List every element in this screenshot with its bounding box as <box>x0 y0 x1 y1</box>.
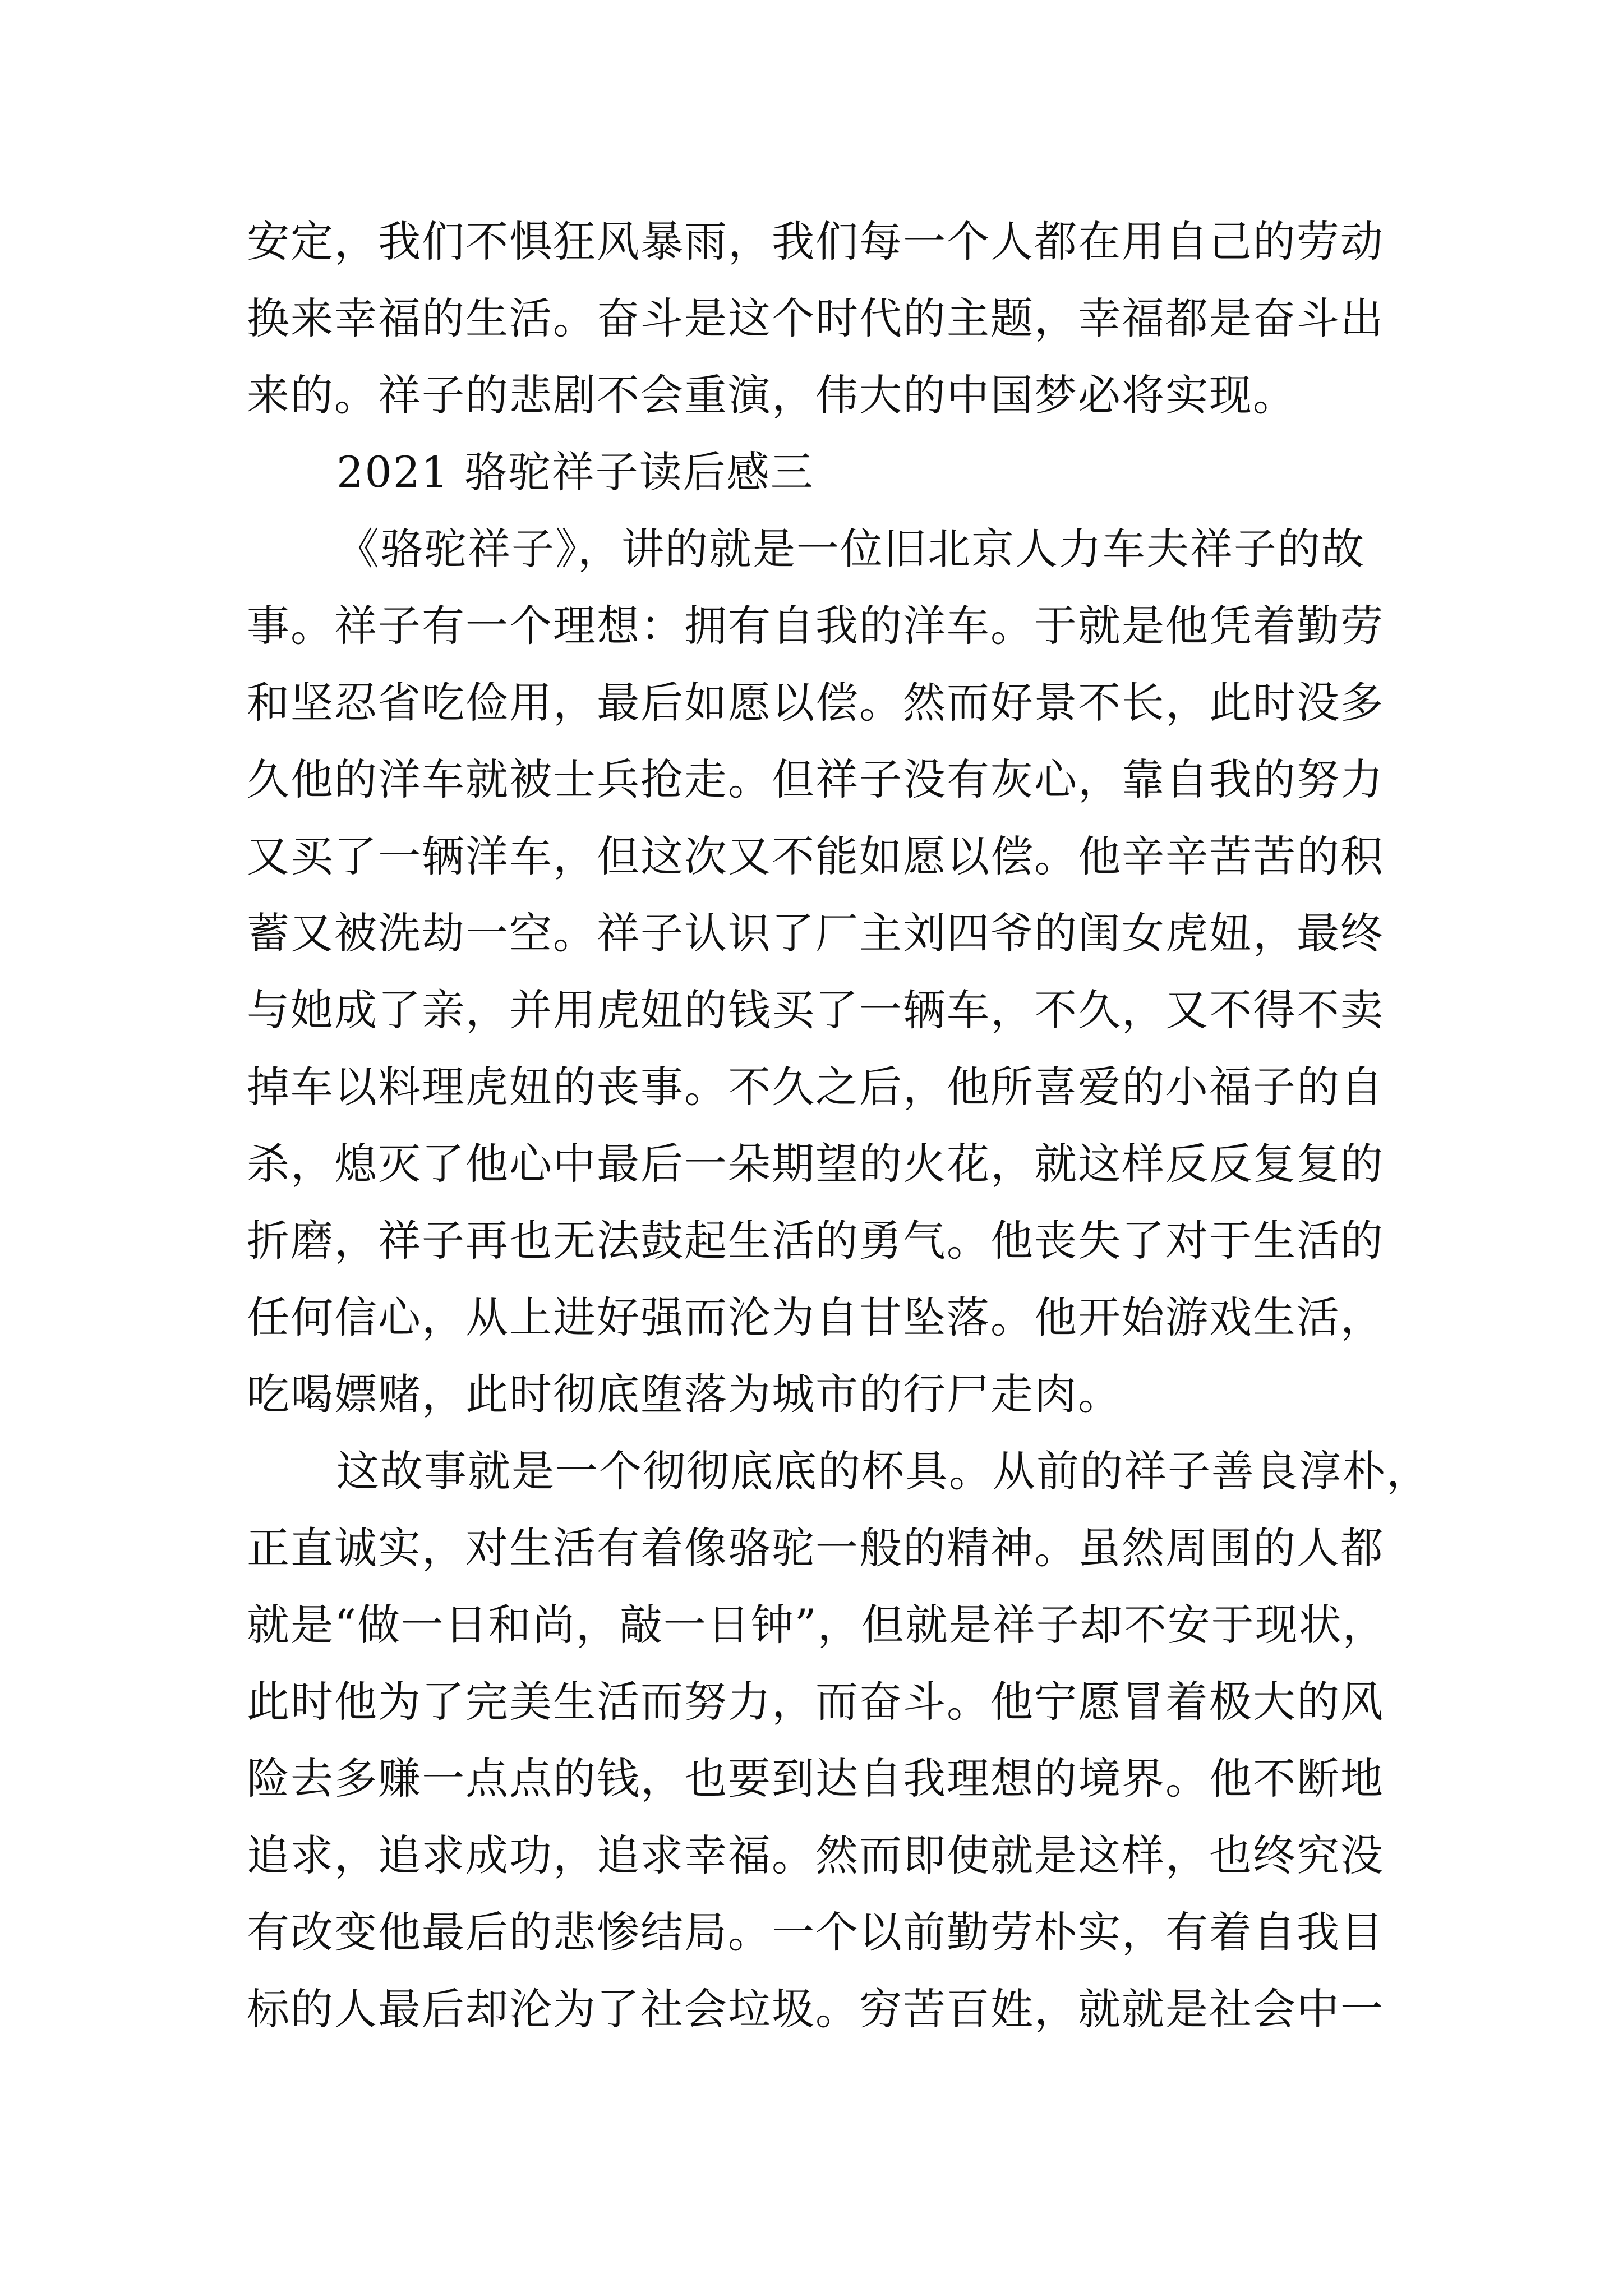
text-line: 有改变他最后的悲惨结局。一个以前勤劳朴实，有着自我目 <box>247 1907 1384 1957</box>
text-line: 正直诚实，对生活有着像骆驼一般的精神。虽然周围的人都 <box>247 1523 1384 1573</box>
text-line: 换来幸福的生活。奋斗是这个时代的主题，幸福都是奋斗出 <box>247 293 1384 343</box>
body-text <box>247 203 1430 2047</box>
text-line: 此时他为了完美生活而努力，而奋斗。他宁愿冒着极大的风 <box>247 1677 1384 1727</box>
paragraph-first-line: 《骆驼祥子》，讲的就是一位旧北京人力车夫祥子的故 <box>336 524 1365 574</box>
text-line: 来的。祥子的悲剧不会重演，伟大的中国梦必将实现。 <box>247 370 1297 420</box>
text-line: 标的人最后却沦为了社会垃圾。穷苦百姓，就就是社会中一 <box>247 1984 1384 2034</box>
section-heading: 2021 骆驼祥子读后感三 <box>336 447 814 497</box>
text-line: 任何信心，从上进好强而沦为自甘坠落。他开始游戏生活， <box>247 1292 1384 1342</box>
text-line: 又买了一辆洋车，但这次又不能如愿以偿。他辛辛苦苦的积 <box>247 831 1384 881</box>
text-line: 与她成了亲，并用虎妞的钱买了一辆车，不久，又不得不卖 <box>247 985 1384 1035</box>
text-line: 就是“做一日和尚，敲一日钟”，但就是祥子却不安于现状， <box>247 1600 1386 1650</box>
text-line: 吃喝嫖赌，此时彻底堕落为城市的行尸走肉。 <box>247 1369 1122 1419</box>
text-line: 折磨，祥子再也无法鼓起生活的勇气。他丧失了对于生活的 <box>247 1216 1384 1266</box>
text-line: 安定，我们不惧狂风暴雨，我们每一个人都在用自己的劳动 <box>247 217 1384 266</box>
text-line: 事。祥子有一个理想：拥有自我的洋车。于就是他凭着勤劳 <box>247 601 1384 651</box>
text-line: 险去多赚一点点的钱，也要到达自我理想的境界。他不断地 <box>247 1754 1384 1803</box>
text-line: 杀，熄灭了他心中最后一朵期望的火花，就这样反反复复的 <box>247 1139 1384 1189</box>
text-line: 追求，追求成功，追求幸福。然而即使就是这样，也终究没 <box>247 1830 1384 1880</box>
text-line: 蓄又被洗劫一空。祥子认识了厂主刘四爷的闺女虎妞，最终 <box>247 908 1384 958</box>
paragraph-first-line: 这故事就是一个彻彻底底的杯具。从前的祥子善良淳朴， <box>336 1446 1430 1496</box>
text-line: 和坚忍省吃俭用，最后如愿以偿。然而好景不长，此时没多 <box>247 678 1384 728</box>
text-line: 久他的洋车就被士兵抢走。但祥子没有灰心，靠自我的努力 <box>247 754 1384 804</box>
text-line: 掉车以料理虎妞的丧事。不久之后，他所喜爱的小福子的自 <box>247 1062 1384 1112</box>
